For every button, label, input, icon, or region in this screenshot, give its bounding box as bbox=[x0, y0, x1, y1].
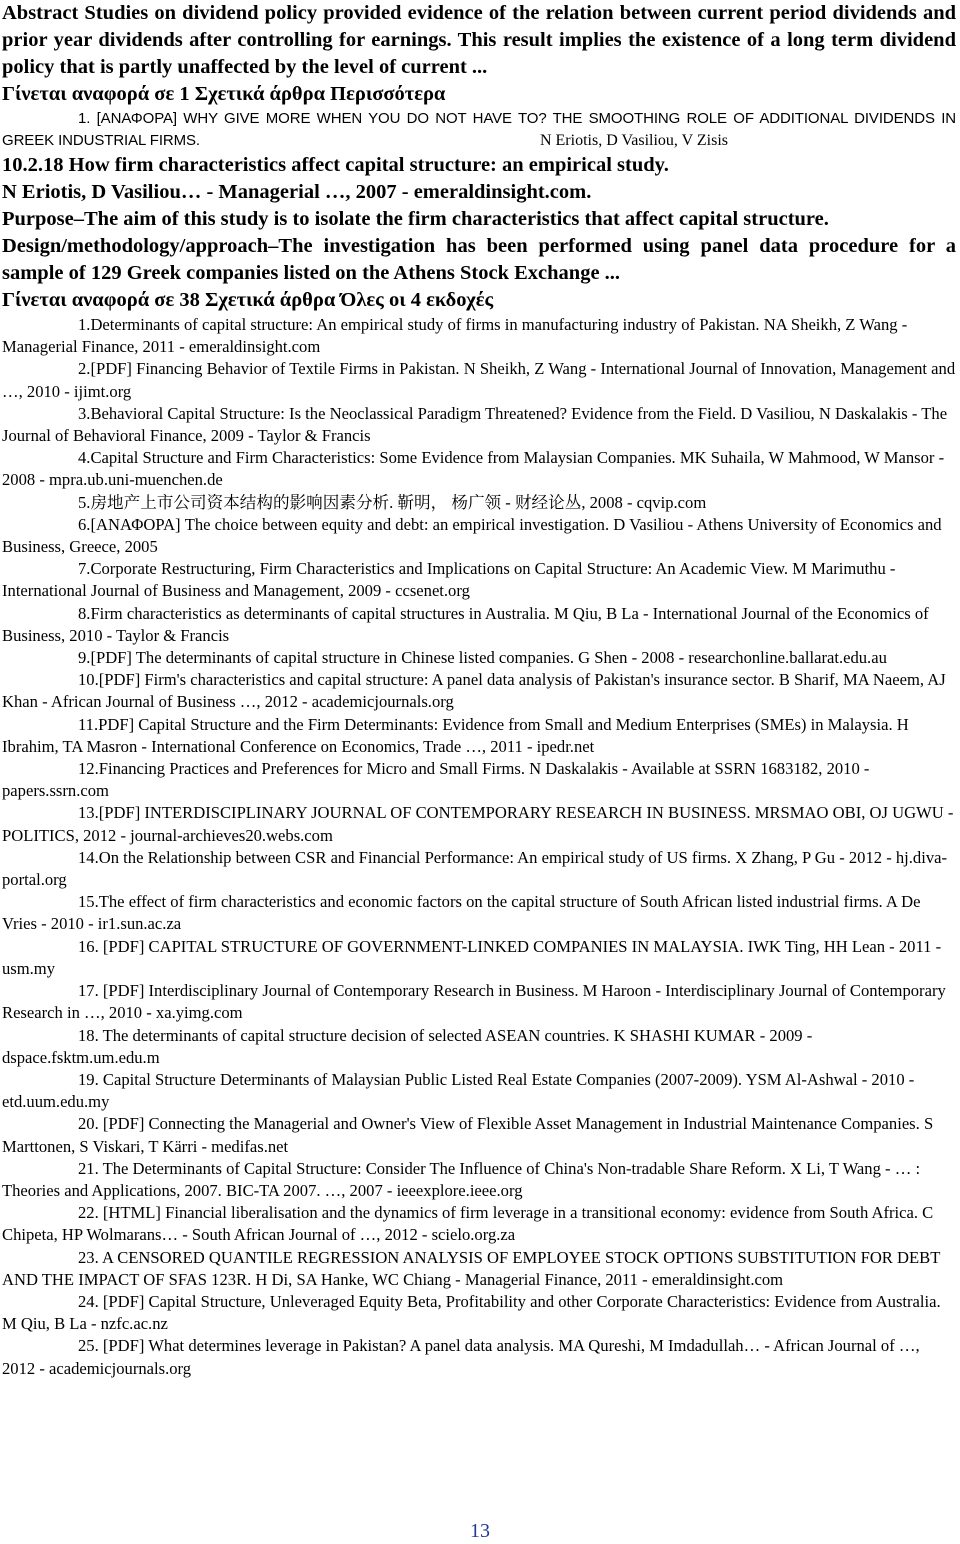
main-article-title[interactable]: 10.2.18 How firm characteristics affect capital structure: an empirical study. bbox=[2, 154, 669, 176]
reference-item[interactable]: 8.Firm characteristics as determinants of capital structures in Australia. M Qiu, B La - International Journal of the Economics of Business, 2010 - Taylor & Francis bbox=[2, 603, 929, 645]
anafora-reference-text: 1. [ΑΝΑΦΟΡΑ] WHY GIVE MORE WHEN YOU DO NOT HAVE TO? THE SMOOTHING ROLE OF ADDITIONAL DIVIDENDS IN GREEK INDUSTRIAL FIRMS. bbox=[2, 110, 956, 149]
reference-item[interactable]: 12.Financing Practices and Preferences for Micro and Small Firms. N Daskalakis - Available at SSRN 1683182, 2010 - papers.ssrn.com bbox=[2, 759, 870, 801]
reference-item[interactable]: 22. [HTML] Financial liberalisation and the dynamics of firm leverage in a transitional economy: evidence from South Africa. C Chipeta, HP Wolmarans… - South African Journal of …, 2012 - scielo.org.za bbox=[2, 1203, 934, 1245]
main-article-purpose: Purpose–The aim of this study is to isolate the firm characteristics that affect capital structure. bbox=[2, 208, 829, 230]
reference-item[interactable]: 19. Capital Structure Determinants of Malaysian Public Listed Real Estate Companies (2007-2009). YSM Al-Ashwal - 2010 - etd.uum.edu.my bbox=[2, 1069, 915, 1112]
reference-item[interactable]: 23. A CENSORED QUANTILE REGRESSION ANALYSIS OF EMPLOYEE STOCK OPTIONS SUBSTITUTION FOR DEBT AND THE IMPACT OF SFAS 123R. H Di, SA Hanke, WC Chiang - Managerial Finance, 2011 - emeraldinsight.com bbox=[2, 1247, 941, 1289]
reference-item[interactable]: 15.The effect of firm characteristics and economic factors on the capital structure of South African listed industrial firms. A De Vries - 2010 - ir1.sun.ac.za bbox=[2, 892, 921, 934]
reference-item[interactable]: 11.PDF] Capital Structure and the Firm Determinants: Evidence from Small and Medium Enterprises (SMEs) in Malaysia. H Ibrahim, TA Masron - International Conference on Economics, Trade …, 2011 - ipedr.net bbox=[2, 714, 909, 756]
reference-item[interactable]: 3.Behavioral Capital Structure: Is the Neoclassical Paradigm Threatened? Evidence from the Field. D Vasiliou, N Daskalakis - The Journal of Behavioral Finance, 2009 - Taylor & Francis bbox=[2, 403, 948, 446]
main-article-design: Design/methodology/approach–The investigation has been performed using panel data procedure for a sample of 129 Greek companies listed on the Athens Stock Exchange ... bbox=[2, 235, 956, 284]
main-article bbox=[2, 152, 956, 314]
reference-item[interactable]: 13.[PDF] INTERDISCIPLINARY JOURNAL OF CONTEMPORARY RESEARCH IN BUSINESS. MRSMAO OBI, OJ UGWU - POLITICS, 2012 - journal-archieves20.webs.com bbox=[2, 803, 954, 845]
abstract-block bbox=[2, 0, 956, 108]
reference-item[interactable]: 2.[PDF] Financing Behavior of Textile Firms in Pakistan. N Sheikh, Z Wang - International Journal of Innovation, Management and …, 2010 - ijimt.org bbox=[2, 359, 956, 401]
page-number: 13 bbox=[470, 1520, 490, 1542]
abstract-text: Abstract Studies on dividend policy provided evidence of the relation between current period dividends and prior year dividends after controlling for earnings. This result implies the existence of a long term dividend policy that is partly unaffected by the level of current ... bbox=[2, 2, 956, 78]
reference-item[interactable]: 25. [PDF] What determines leverage in Pakistan? A panel data analysis. MA Qureshi, M Imdadullah… - African Journal of …, 2012 - academicjournals.org bbox=[2, 1336, 920, 1378]
reference-item[interactable]: 24. [PDF] Capital Structure, Unleveraged Equity Beta, Profitability and other Corporate Characteristics: Evidence from Australia. M Qiu, B La - nzfc.ac.nz bbox=[2, 1291, 941, 1334]
reference-item[interactable]: 1.Determinants of capital structure: An empirical study of firms in manufacturing industry of Pakistan. NA Sheikh, Z Wang - Managerial Finance, 2011 - emeraldinsight.com bbox=[2, 315, 908, 357]
reference-item[interactable]: 14.On the Relationship between CSR and Financial Performance: An empirical study of US firms. X Zhang, P Gu - 2012 - hj.diva-portal.org bbox=[2, 847, 948, 890]
anafora-authors: N Eriotis, D Vasiliou, V Zisis bbox=[539, 132, 728, 149]
reference-item[interactable]: 21. The Determinants of Capital Structure: Consider The Influence of China's Non-tradable Share Reform. X Li, T Wang - … : Theories and Applications, 2007. BIC-TA 2007. …, 2007 - ieeexplore.ieee.org bbox=[2, 1158, 921, 1200]
reference-item[interactable]: 6.[ΑΝΑΦΟΡΑ] The choice between equity and debt: an empirical investigation. D Vasiliou - Athens University of Economics and Business, Greece, 2005 bbox=[2, 514, 942, 557]
reference-item[interactable]: 4.Capital Structure and Firm Characteristics: Some Evidence from Malaysian Companies. MK Suhaila, W Mahmood, W Mansor - 2008 - mpra.ub.uni-muenchen.de bbox=[2, 448, 945, 490]
reference-item[interactable]: 16. [PDF] CAPITAL STRUCTURE OF GOVERNMENT-LINKED COMPANIES IN MALAYSIA. IWK Ting, HH Lean - 2011 - usm.my bbox=[2, 936, 942, 978]
reference-item[interactable]: 9.[PDF] The determinants of capital structure in Chinese listed companies. G Shen - 2008 - researchonline.ballarat.edu.au bbox=[78, 648, 887, 668]
main-article-byline: N Eriotis, D Vasiliou… - Managerial …, 2007 - emeraldinsight.com. bbox=[2, 181, 592, 203]
reference-item[interactable]: 5.房地产上市公司资本结构的影响因素分析. 靳明， 杨广领 - 财经论丛, 2008 - cqvip.com bbox=[78, 492, 707, 512]
abstract-cite-line[interactable]: Γίνεται αναφορά σε 1 Σχετικά άρθρα Περισσότερα bbox=[2, 83, 446, 105]
reference-item[interactable]: 17. [PDF] Interdisciplinary Journal of Contemporary Research in Business. M Haroon - Interdisciplinary Journal of Contemporary Research in …, 2010 - xa.yimg.com bbox=[2, 981, 946, 1023]
reference-list bbox=[2, 314, 956, 1380]
reference-item[interactable]: 20. [PDF] Connecting the Managerial and Owner's View of Flexible Asset Management in Industrial Maintenance Companies. S Marttonen, S Viskari, T Kärri - medifas.net bbox=[2, 1114, 934, 1156]
reference-item[interactable]: 10.[PDF] Firm's characteristics and capital structure: A panel data analysis of Pakistan's insurance sector. B Sharif, MA Naeem, AJ Khan - African Journal of Business …, 2012 - academicjournals.org bbox=[2, 670, 946, 712]
reference-item[interactable]: 18. The determinants of capital structure decision of selected ASEAN countries. K SHASHI KUMAR - 2009 - dspace.fsktm.um.edu.m bbox=[2, 1025, 813, 1067]
main-article-cite-line[interactable]: Γίνεται αναφορά σε 38 Σχετικά άρθρα Όλες οι 4 εκδοχές bbox=[2, 289, 494, 311]
reference-item[interactable]: 7.Corporate Restructuring, Firm Characteristics and Implications on Capital Structure: An Academic View. M Marimuthu - International Journal of Business and Management, 2009 - ccsenet.org bbox=[2, 559, 896, 601]
